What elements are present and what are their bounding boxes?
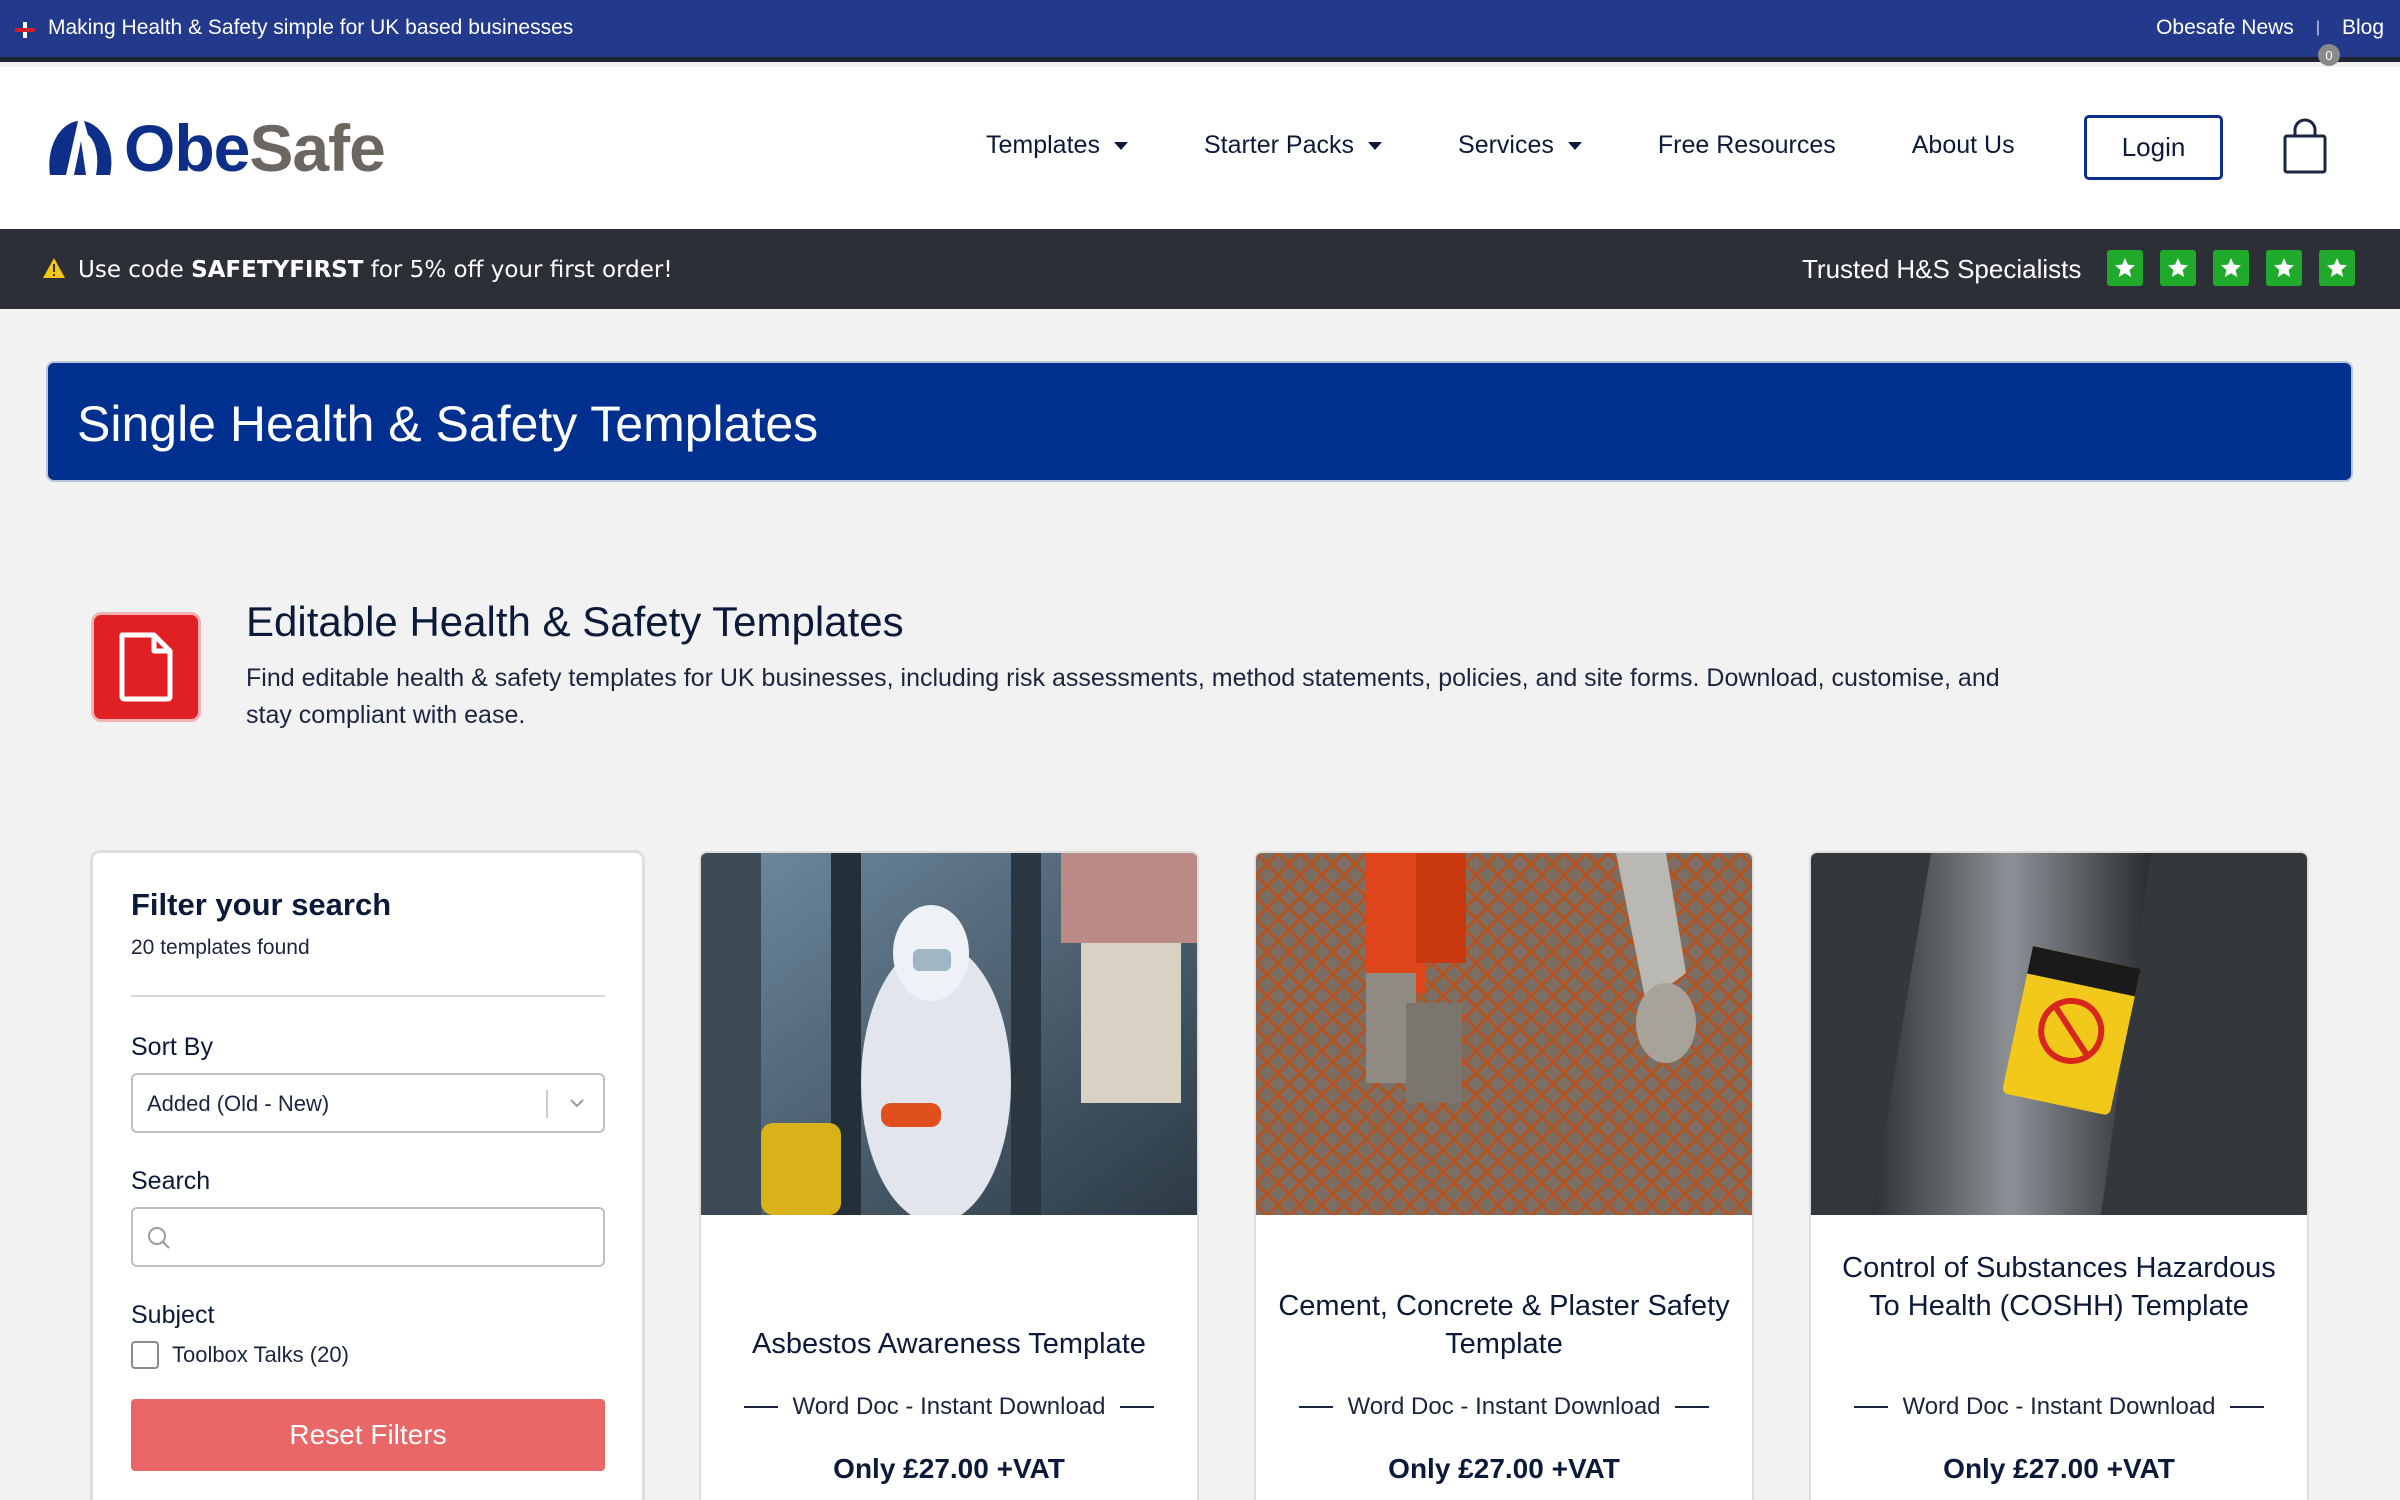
page-title: Single Health & Safety Templates bbox=[77, 396, 819, 452]
login-button[interactable]: Login bbox=[2084, 115, 2223, 180]
logo-mark-icon bbox=[44, 117, 118, 179]
nav-templates[interactable] bbox=[986, 131, 1128, 160]
nav-free-resources[interactable] bbox=[1658, 131, 1836, 160]
star-icon bbox=[2160, 250, 2196, 286]
caret-down-icon bbox=[1368, 142, 1382, 150]
checkbox[interactable] bbox=[131, 1341, 159, 1369]
product-price: Only £27.00 +VAT bbox=[1943, 1453, 2175, 1484]
filter-title: Filter your search bbox=[131, 887, 392, 922]
nav-about-us[interactable] bbox=[1912, 131, 2015, 160]
product-card[interactable] bbox=[1254, 851, 1754, 1500]
format-label: Word Doc - Instant Download bbox=[1902, 1393, 2216, 1420]
section-description: Find editable health & safety templates for UK businesses, including risk assessments, method statements, policies, and site forms. Download, customise, and stay compliant with ease. bbox=[246, 664, 2000, 729]
blog-link[interactable]: Blog bbox=[2341, 16, 2384, 39]
nav-label: About Us bbox=[1911, 131, 2015, 159]
page-title-banner bbox=[46, 361, 2353, 482]
product-format bbox=[1811, 1393, 2307, 1421]
product-image[interactable] bbox=[1811, 853, 2307, 1215]
shopping-bag-icon[interactable] bbox=[2280, 117, 2330, 177]
top-links bbox=[2156, 16, 2384, 40]
document-icon bbox=[91, 612, 201, 722]
results-count: 20 templates found bbox=[131, 936, 310, 959]
product-price: Only £27.00 +VAT bbox=[1388, 1453, 1620, 1484]
uk-flag-icon bbox=[15, 22, 35, 38]
select-separator bbox=[546, 1090, 548, 1118]
tagline: Making Health & Safety simple for UK based businesses bbox=[48, 16, 574, 39]
dash bbox=[1120, 1406, 1154, 1408]
caret-down-icon bbox=[1114, 142, 1128, 150]
star-icon bbox=[2266, 250, 2302, 286]
product-format bbox=[1256, 1393, 1752, 1421]
promo-message bbox=[78, 257, 673, 283]
search-input[interactable] bbox=[183, 1219, 593, 1255]
logo-text bbox=[124, 111, 385, 185]
product-title[interactable]: Asbestos Awareness Template bbox=[752, 1328, 1146, 1360]
star-rating bbox=[2107, 250, 2355, 286]
trusted-label: Trusted H&S Specialists bbox=[1802, 254, 2082, 284]
dash bbox=[744, 1406, 778, 1408]
format-label: Word Doc - Instant Download bbox=[1347, 1393, 1661, 1420]
cart-count-badge: 0 bbox=[2318, 44, 2340, 66]
product-card[interactable] bbox=[1809, 851, 2309, 1500]
promo-suffix: for 5% off your first order! bbox=[370, 257, 673, 283]
product-card[interactable] bbox=[699, 851, 1199, 1500]
product-title[interactable]: Control of Substances Hazardous To Health (COSHH) Template bbox=[1842, 1252, 2276, 1322]
divider bbox=[131, 995, 605, 997]
product-format bbox=[701, 1393, 1197, 1421]
promo-prefix: Use code bbox=[78, 257, 184, 283]
site-header bbox=[0, 67, 2400, 229]
logo[interactable] bbox=[44, 111, 385, 185]
dash bbox=[1675, 1406, 1709, 1408]
dash bbox=[1299, 1406, 1333, 1408]
dash bbox=[1854, 1406, 1888, 1408]
section-title: Editable Health & Safety Templates bbox=[246, 598, 904, 645]
star-icon bbox=[2213, 250, 2249, 286]
search-label: Search bbox=[131, 1167, 211, 1195]
news-link[interactable]: Obesafe News bbox=[2156, 16, 2294, 39]
subject-option-toolbox-talks[interactable] bbox=[131, 1341, 349, 1369]
nav-label: Starter Packs bbox=[1203, 131, 1355, 159]
nav-services[interactable] bbox=[1458, 131, 1582, 160]
logo-text-obe: Obe bbox=[124, 111, 250, 185]
dash bbox=[2230, 1406, 2264, 1408]
sort-value: Added (Old - New) bbox=[147, 1091, 330, 1116]
sort-label: Sort By bbox=[131, 1033, 213, 1061]
logo-text-safe: Safe bbox=[249, 111, 385, 185]
top-announcement-bar bbox=[0, 0, 2400, 62]
product-image[interactable] bbox=[1256, 853, 1752, 1215]
filter-panel bbox=[90, 850, 645, 1500]
chevron-down-icon bbox=[567, 1093, 587, 1113]
subject-label: Subject bbox=[131, 1301, 215, 1329]
reset-filters-button[interactable]: Reset Filters bbox=[131, 1399, 605, 1471]
product-title[interactable]: Cement, Concrete & Plaster Safety Template bbox=[1278, 1290, 1730, 1360]
product-image[interactable] bbox=[701, 853, 1197, 1215]
nav-starter-packs[interactable] bbox=[1204, 131, 1382, 160]
star-icon bbox=[2319, 250, 2355, 286]
sort-select[interactable] bbox=[131, 1073, 605, 1133]
format-label: Word Doc - Instant Download bbox=[792, 1393, 1106, 1420]
nav-label: Templates bbox=[986, 131, 1100, 159]
promo-bar bbox=[0, 229, 2400, 309]
nav-label: Services bbox=[1458, 131, 1554, 159]
checkbox-label: Toolbox Talks (20) bbox=[172, 1342, 349, 1367]
search-icon bbox=[146, 1225, 172, 1251]
nav-label: Free Resources bbox=[1657, 131, 1836, 159]
star-icon bbox=[2107, 250, 2143, 286]
link-separator: | bbox=[2315, 19, 2320, 36]
promo-code: SAFETYFIRST bbox=[191, 257, 364, 283]
product-price: Only £27.00 +VAT bbox=[833, 1453, 1065, 1484]
caret-down-icon bbox=[1568, 142, 1582, 150]
main-nav bbox=[986, 131, 2091, 160]
search-field[interactable] bbox=[131, 1207, 605, 1267]
warning-icon bbox=[42, 257, 66, 279]
